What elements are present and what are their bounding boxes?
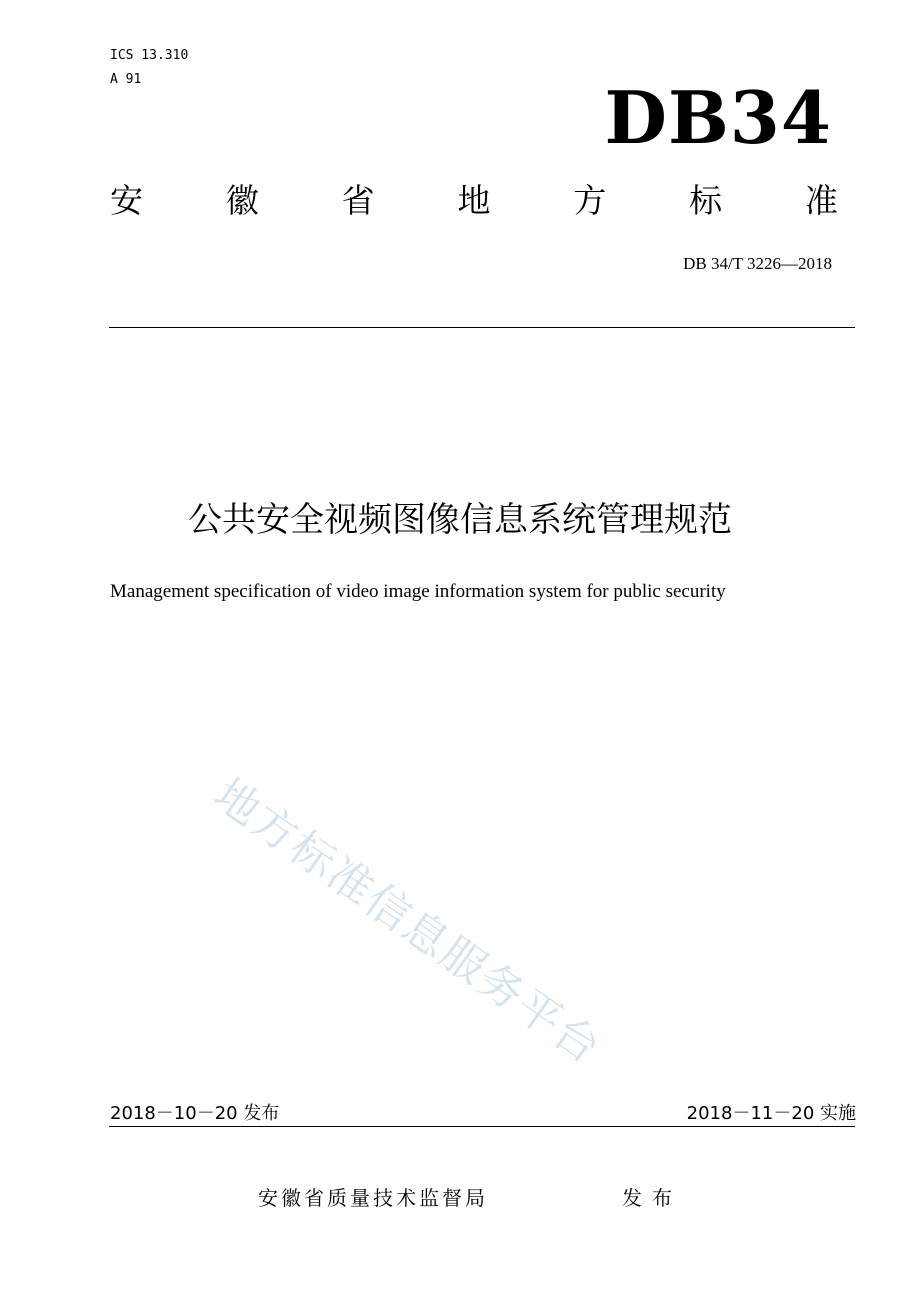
standard-type-char: 地	[457, 181, 491, 220]
standard-type-char: 标	[689, 181, 723, 220]
document-title-chinese: 公共安全视频图像信息系统管理规范	[188, 500, 732, 540]
classification-code: A 91	[110, 72, 142, 87]
header-divider	[109, 327, 855, 328]
implementation-date: 2018－11－20 实施	[686, 1103, 856, 1124]
standard-type-char: 徽	[225, 181, 259, 220]
standard-type-char: 准	[804, 181, 838, 220]
standard-type-char: 安	[110, 181, 143, 220]
standard-type-char: 方	[573, 181, 607, 220]
standard-number: DB 34/T 3226—2018	[683, 254, 832, 273]
issue-word: 发布	[622, 1186, 682, 1210]
ics-code: ICS 13.310	[110, 48, 189, 63]
footer-divider	[109, 1126, 855, 1127]
standard-type	[110, 180, 838, 222]
watermark: 地方标准信息服务平台	[204, 769, 611, 1075]
standard-type-char: 省	[341, 181, 375, 220]
issuing-authority: 安徽省质量技术监督局	[258, 1186, 488, 1210]
standard-logo: DB34	[604, 75, 832, 160]
issue-date: 2018－10－20 发布	[110, 1103, 280, 1124]
document-title-english: Management specification of video image information system for public security	[110, 581, 726, 602]
